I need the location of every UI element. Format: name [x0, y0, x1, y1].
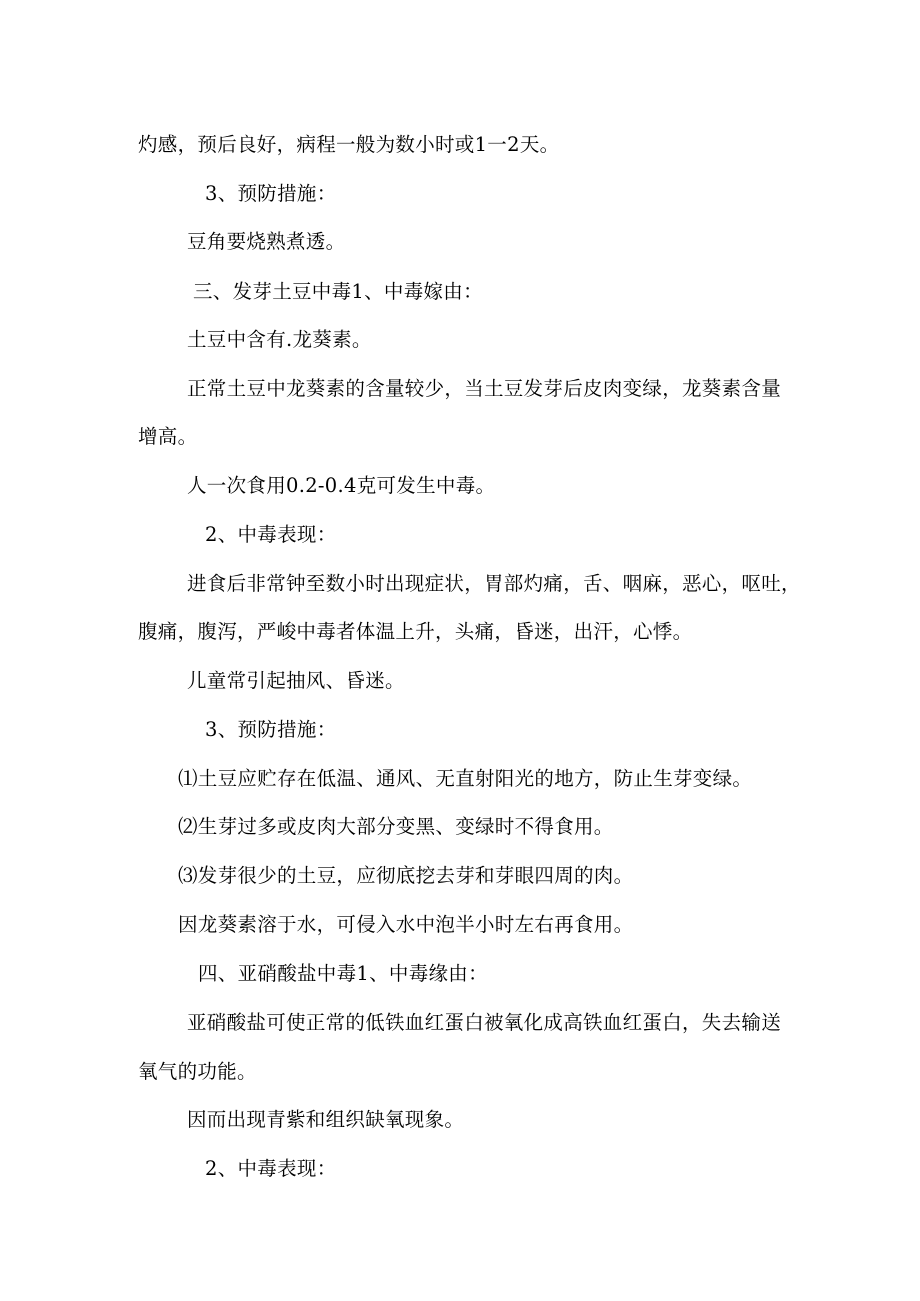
text-line: 豆角要烧熟煮透。: [187, 230, 346, 253]
section-heading: 2、中毒表现：: [205, 1157, 337, 1180]
section-heading: 3、预防措施：: [205, 718, 337, 741]
text-line: 灼感，预后良好，病程一般为数小时或1一2天。: [138, 133, 560, 156]
text-line: 人一次食用0.2-0.4克可发生中毒。: [187, 474, 496, 497]
text-line: 因龙葵素溶于水，可侵入水中泡半小时左右再食用。: [178, 913, 634, 936]
text-line: ⑴土豆应贮存在低温、通风、无直射阳光的地方，防止生芽变绿。: [178, 767, 753, 790]
section-heading: 四、亚硝酸盐中毒1、中毒缘由：: [198, 962, 488, 985]
text-line: 因而出现青紫和组织缺氧现象。: [187, 1108, 465, 1131]
text-line: 土豆中含有.龙葵素。: [187, 328, 372, 351]
text-line: 正常土豆中龙葵素的含量较少，当土豆发芽后皮肉变绿，龙葵素含量: [187, 377, 782, 400]
text-line: 亚硝酸盐可使正常的低铁血红蛋白被氧化成高铁血红蛋白，失去输送: [187, 1011, 782, 1034]
section-heading: 2、中毒表现：: [205, 523, 337, 546]
text-line: 氧气的功能。: [138, 1060, 257, 1083]
section-heading: 3、预防措施：: [205, 182, 337, 205]
text-line: ⑵生芽过多或皮肉大部分变黑、变绿时不得食用。: [178, 815, 614, 838]
text-line: 增高。: [138, 425, 198, 448]
text-line: 儿童常引起抽风、昏迷。: [187, 669, 405, 692]
section-heading: 三、发芽土豆中毒1、中毒嫁由：: [193, 280, 483, 303]
text-line: 进食后非常钟至数小时出现症状，胃部灼痛，舌、咽麻，恶心，呕吐，: [187, 572, 801, 595]
text-line: ⑶发芽很少的土豆，应彻底挖去芽和芽眼四周的肉。: [178, 864, 634, 887]
text-line: 腹痛，腹泻，严峻中毒者体温上升，头痛，昏迷，出汗，心悸。: [138, 620, 693, 643]
